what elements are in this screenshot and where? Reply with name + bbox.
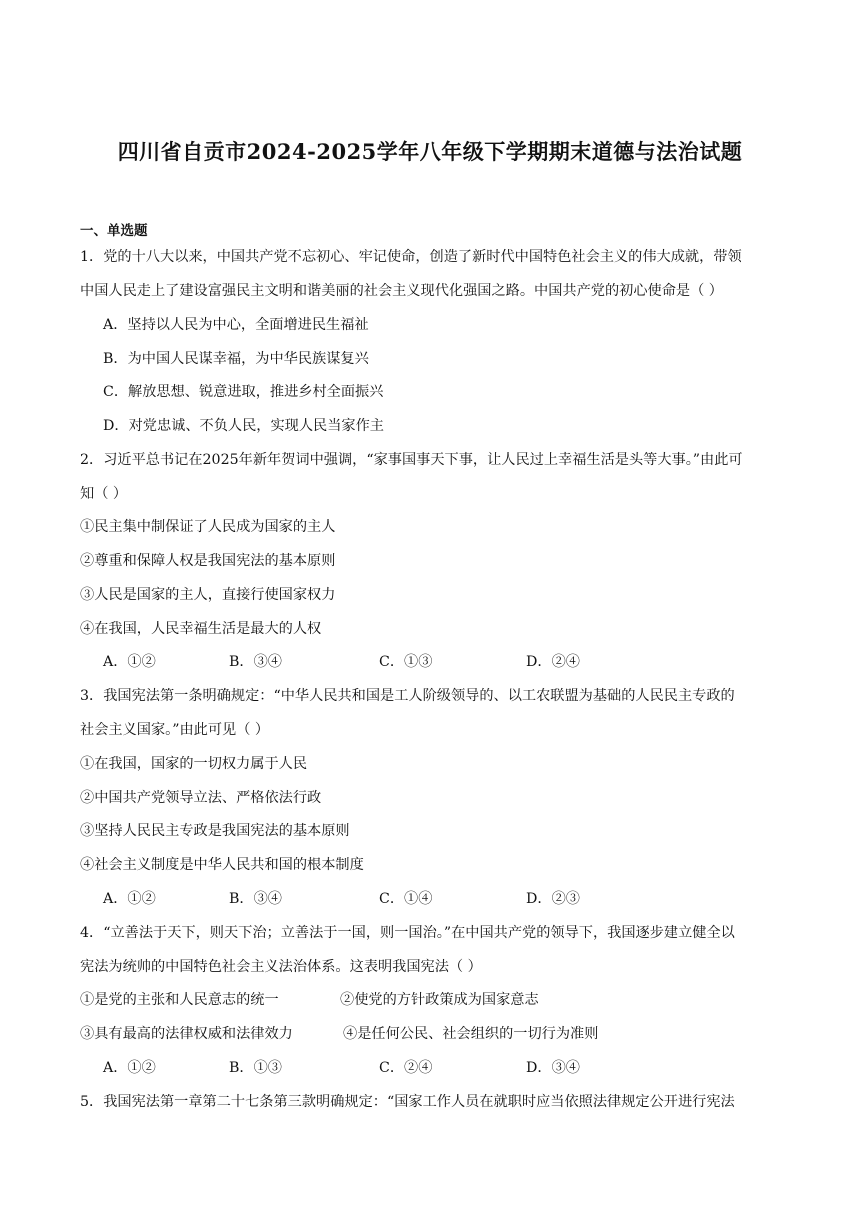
- q4-choice-a: A．①②: [103, 1060, 156, 1076]
- q2-statement-4: ④在我国，人民幸福生活是最大的人权: [80, 621, 322, 637]
- q1-option-a: A．坚持以人民为中心，全面增进民生福祉: [103, 317, 369, 333]
- q3-stem-line1: 3．我国宪法第一条明确规定：“中华人民共和国是工人阶级领导的、以工农联盟为基础的人民民主专政的: [80, 688, 735, 704]
- q3-choice-c: C．①④: [379, 891, 433, 907]
- q1-option-d: D．对党忠诚、不负人民，实现人民当家作主: [103, 418, 384, 434]
- q4-stem-line2: 宪法为统帅的中国特色社会主义法治体系。这表明我国宪法（ ）: [80, 959, 482, 975]
- q1-stem-line2: 中国人民走上了建设富强民主文明和谐美丽的社会主义现代化强国之路。中国共产党的初心使命是（ ）: [80, 283, 723, 299]
- q3-statement-4: ④社会主义制度是中华人民共和国的根本制度: [80, 857, 364, 873]
- q2-choice-d: D．②④: [526, 654, 580, 670]
- q2-statement-1: ①民主集中制保证了人民成为国家的主人: [80, 519, 336, 535]
- q2-stem-line1: 2．习近平总书记在2025年新年贺词中强调，“家事国事天下事，让人民过上幸福生活是头等大事。”由此可: [80, 452, 743, 468]
- q2-choice-c: C．①③: [379, 654, 433, 670]
- q2-stem-line2: 知（ ）: [80, 486, 128, 502]
- q5-stem-line1: 5．我国宪法第一章第二十七条第三款明确规定：“国家工作人员在就职时应当依照法律规定公开进行宪法: [80, 1094, 735, 1110]
- q1-option-c: C．解放思想、锐意进取，推进乡村全面振兴: [103, 384, 384, 400]
- q2-statement-2: ②尊重和保障人权是我国宪法的基本原则: [80, 553, 336, 569]
- q3-statement-2: ②中国共产党领导立法、严格依法行政: [80, 790, 322, 806]
- q2-choice-b: B．③④: [229, 654, 282, 670]
- q4-choice-b: B．①③: [229, 1060, 282, 1076]
- q4-statement-3: ③具有最高的法律权威和法律效力: [80, 1026, 293, 1042]
- q4-statement-2: ②使党的方针政策成为国家意志: [340, 992, 539, 1008]
- exam-title: 四川省自贡市2024-2025学年八年级下学期期末道德与法治试题: [117, 139, 743, 164]
- q3-choice-a: A．①②: [103, 891, 156, 907]
- q3-choice-b: B．③④: [229, 891, 282, 907]
- q4-choice-c: C．②④: [379, 1060, 433, 1076]
- q3-stem-line2: 社会主义国家。”由此可见（ ）: [80, 722, 270, 738]
- q4-statement-1: ①是党的主张和人民意志的统一: [80, 992, 279, 1008]
- q4-stem-line1: 4．“立善法于天下，则天下治；立善法于一国，则一国治。”在中国共产党的领导下，我国逐步建立健全以: [80, 925, 735, 941]
- section-heading: 一、单选题: [80, 223, 148, 239]
- q1-option-b: B．为中国人民谋幸福，为中华民族谋复兴: [103, 351, 369, 367]
- q4-statement-4: ④是任何公民、社会组织的一切行为准则: [343, 1026, 599, 1042]
- q3-choice-d: D．②③: [526, 891, 580, 907]
- q1-stem-line1: 1．党的十八大以来，中国共产党不忘初心、牢记使命，创造了新时代中国特色社会主义的伟大成就，带领: [80, 249, 742, 265]
- q3-statement-1: ①在我国，国家的一切权力属于人民: [80, 756, 308, 772]
- q4-choice-d: D．③④: [526, 1060, 580, 1076]
- q2-statement-3: ③人民是国家的主人，直接行使国家权力: [80, 587, 336, 603]
- q3-statement-3: ③坚持人民民主专政是我国宪法的基本原则: [80, 823, 350, 839]
- q2-choice-a: A．①②: [103, 654, 156, 670]
